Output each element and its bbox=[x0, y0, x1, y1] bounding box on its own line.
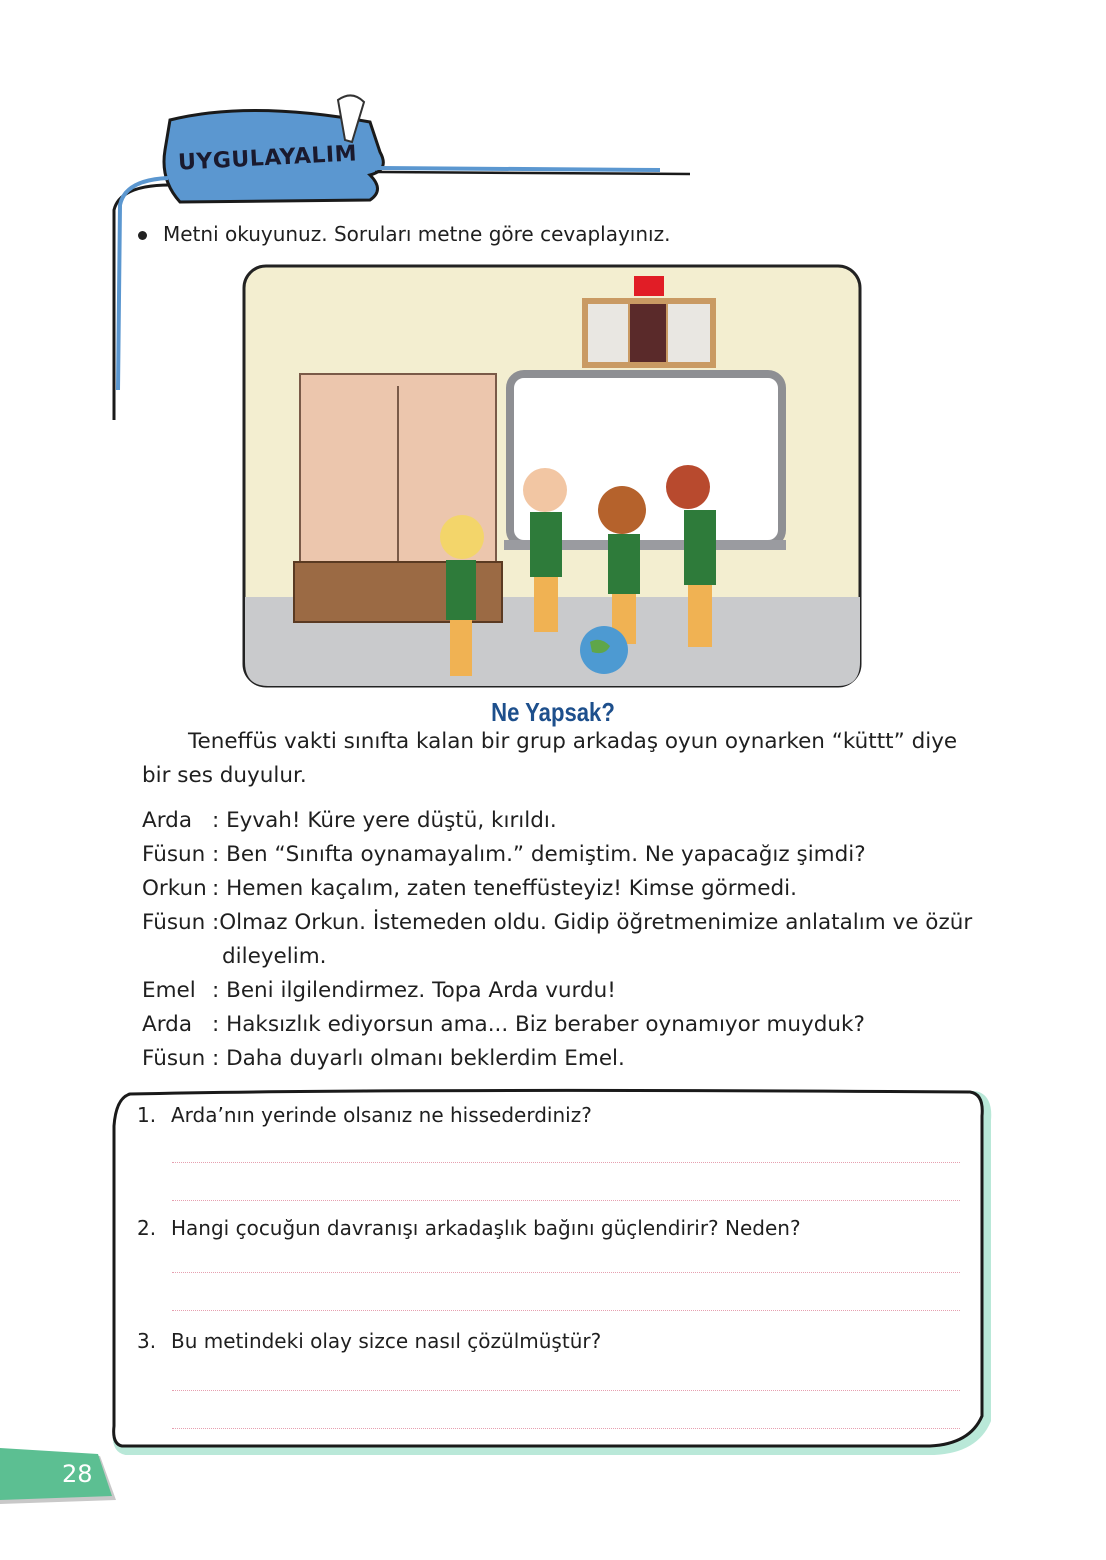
question-1 bbox=[137, 1103, 592, 1127]
speaker: Füsun bbox=[142, 910, 206, 935]
dialogue-line bbox=[142, 808, 557, 833]
questions-box bbox=[110, 1086, 996, 1456]
dialogue-line bbox=[142, 978, 616, 1003]
speaker: Füsun bbox=[142, 1046, 206, 1071]
story-title: Ne Yapsak? bbox=[491, 697, 615, 727]
question-2 bbox=[137, 1216, 801, 1240]
answer-line[interactable] bbox=[172, 1200, 960, 1201]
dialogue-text: : Ben “Sınıfta oynamayalım.” demiştim. Ne yapacağız şimdi? bbox=[212, 842, 866, 867]
question-number: 1. bbox=[137, 1103, 157, 1127]
dialogue-text: : Haksızlık ediyorsun ama... Biz beraber oynamıyor muyduk? bbox=[212, 1012, 865, 1037]
answer-line[interactable] bbox=[172, 1390, 960, 1391]
dialogue-line bbox=[142, 1012, 865, 1037]
answer-line[interactable] bbox=[172, 1162, 960, 1163]
classroom-illustration bbox=[240, 262, 866, 694]
story-intro-line-2: bir ses duyulur. bbox=[142, 763, 307, 788]
question-text: Hangi çocuğun davranışı arkadaşlık bağını güçlendirir? Neden? bbox=[171, 1216, 801, 1240]
speaker: Arda bbox=[142, 1012, 192, 1037]
instruction bbox=[138, 222, 670, 246]
answer-line[interactable] bbox=[172, 1310, 960, 1311]
dialogue-text: : Eyvah! Küre yere düştü, kırıldı. bbox=[212, 808, 557, 833]
dialogue-line bbox=[142, 1046, 625, 1071]
question-number: 3. bbox=[137, 1329, 157, 1353]
dialogue-line bbox=[142, 910, 972, 935]
dialogue-line bbox=[222, 944, 327, 969]
dialogue-text: : Beni ilgilendirmez. Topa Arda vurdu! bbox=[212, 978, 616, 1003]
section-title: UYGULAYALIM bbox=[177, 141, 358, 176]
answer-line[interactable] bbox=[172, 1428, 960, 1429]
dialogue-line bbox=[142, 876, 797, 901]
question-3 bbox=[137, 1329, 601, 1353]
dialogue-text: : Hemen kaçalım, zaten teneffüsteyiz! Kimse görmedi. bbox=[212, 876, 797, 901]
question-number: 2. bbox=[137, 1216, 157, 1240]
speaker: Arda bbox=[142, 808, 192, 833]
dialogue-text: : Daha duyarlı olmanı beklerdim Emel. bbox=[212, 1046, 625, 1071]
bullet-icon bbox=[138, 231, 147, 240]
dialogue-text: :Olmaz Orkun. İstemeden oldu. Gidip öğretmenimize anlatalım ve özür bbox=[212, 910, 973, 935]
instruction-text: Metni okuyunuz. Soruları metne göre cevaplayınız. bbox=[163, 222, 671, 246]
question-text: Bu metindeki olay sizce nasıl çözülmüştür? bbox=[171, 1329, 602, 1353]
speaker: Füsun bbox=[142, 842, 206, 867]
speaker: Orkun bbox=[142, 876, 207, 901]
speaker: Emel bbox=[142, 978, 196, 1003]
dialogue-line bbox=[142, 842, 866, 867]
dialogue-text: dileyelim. bbox=[222, 944, 327, 969]
answer-line[interactable] bbox=[172, 1272, 960, 1273]
page-number: 28 bbox=[62, 1460, 93, 1488]
question-text: Arda’nın yerinde olsanız ne hissederdiniz? bbox=[171, 1103, 592, 1127]
story-intro-line-1: Teneffüs vakti sınıfta kalan bir grup arkadaş oyun oynarken “küttt” diye bbox=[188, 729, 958, 754]
page-number-tab bbox=[0, 1448, 120, 1508]
